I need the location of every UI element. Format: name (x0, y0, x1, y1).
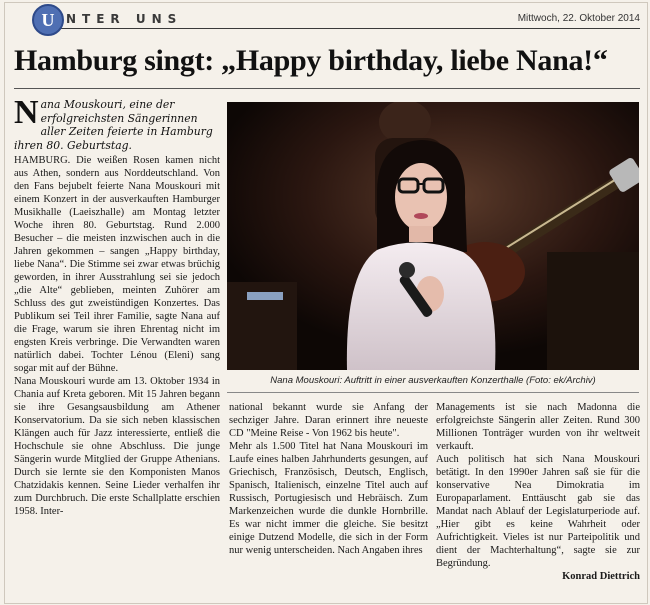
lead-dropcap: N (14, 94, 39, 131)
paragraph: national bekannt wurde sie Anfang der sechziger Jahre. Daran erinnert ihre neueste CD "Meine Reise - Von 1962 bis heute". (229, 402, 428, 439)
paragraph: Auch politisch hat sich Nana Mouskouri betätigt. In den 1990er Jahren saß sie für die konservative Nea Dimokratia im Europaparlament. Enttäuscht gab sie das Mandat nach Ablauf der Legislaturperiode auf. „Hier gibt es keine Wahrheit oder Aufrichtigkeit. Vieles ist nur Parteipolitik und dient der Machterhaltung“, sagte sie zur Begründung. (436, 454, 640, 569)
photo-caption: Nana Mouskouri: Auftritt in einer ausverkauften Konzerthalle (Foto: ek/Archiv) (270, 375, 596, 386)
article-headline: Hamburg singt: „Happy birthday, liebe Nana!“ (14, 44, 608, 77)
paragraph: Nana Mouskouri wurde am 13. Oktober 1934 in Chania auf Kreta geboren. Mit 15 Jahren begann sie ihre Gesangsausbildung am Athener Konservatorium. Da sie sich neben klassischen Klängen auch für Jazz interessierte, entließ die Hochschule sie ohne Abschluss. Die junge Sängerin wurde Mitglied der Gruppe Athenians. Durch sie lernte sie den Komponisten Manos Chatzidakis kennen. Seine Lieder verhalfen ihr zum Durchbruch. Die erste Schallplatte erschien 1958. Inter- (14, 376, 220, 517)
concert-photo (227, 102, 639, 370)
article-column-3 (436, 401, 640, 583)
paragraph: Managements ist sie nach Madonna die erfolgreichste Sängerin aller Zeiten. Rund 300 Millionen Tonträger wurden von ihr weltweit verkauft. (436, 402, 640, 452)
headline-rule (14, 88, 640, 89)
paragraph: Mehr als 1.500 Titel hat Nana Mouskouri im Laufe eines halben Jahrhunderts gesungen, auf Griechisch, Französisch, Deutsch, Englisch, Spanisch, Italienisch, einzelne Titel auch auf Russisch, Portugiesisch und Hebräisch. Zum Markenzeichen wurde die dunkle Hornbrille. Es war nicht immer die gleiche. Sie besitzt einige Dutzend Modelle, die sich in der Form nur wenig unterscheiden. Nach Angaben ihres (229, 441, 428, 556)
section-logo: U (32, 4, 64, 36)
issue-date: Mittwoch, 22. Oktober 2014 (517, 13, 640, 24)
article-column-1 (14, 154, 220, 518)
article-author: Konrad Diettrich (562, 571, 640, 582)
lead-text: ana Mouskouri, eine der erfolgreichsten Sängerinnen aller Zeiten feierte in Hamburg ihren 80. Geburtstag. (14, 98, 213, 152)
article-lead (14, 94, 216, 152)
section-header (36, 10, 640, 29)
section-title: NTER UNS (66, 12, 183, 26)
concert-photo-image (227, 102, 639, 370)
article-column-2 (229, 401, 428, 557)
caption-rule (227, 392, 639, 393)
paragraph: HAMBURG. Die weißen Rosen kamen nicht aus Athen, sondern aus Norddeutschland. Von den Fans bejubelt feierte Nana Mouskouri mit einem Konzert in der ausverkauften Hamburger Musikhalle (Laeiszhalle) am Montag letzter Woche ihren 80. Geburtstag. Rund 2.000 Besucher – die meisten inzwischen auch in die Jahren gekommen – sangen „Happy birthday, liebe Nana“. Die Stimme sei zwar etwas brüchig geworden, in ihrer Ausstrahlung sei sie jedoch „die Alte“ geblieben, meinten Zuhörer am Schluss des gut zweistündigen Konzertes. Das Publikum sei Teil ihrer Familie, sagte Nana auf die Frage, warum sie ihren Ehrentag nicht im engsten Kreis verbringe. Die Verwandten waren natürlich dabei. Tochter Lénou (Eleni) sang sogar mit auf der Bühne. (14, 155, 220, 374)
